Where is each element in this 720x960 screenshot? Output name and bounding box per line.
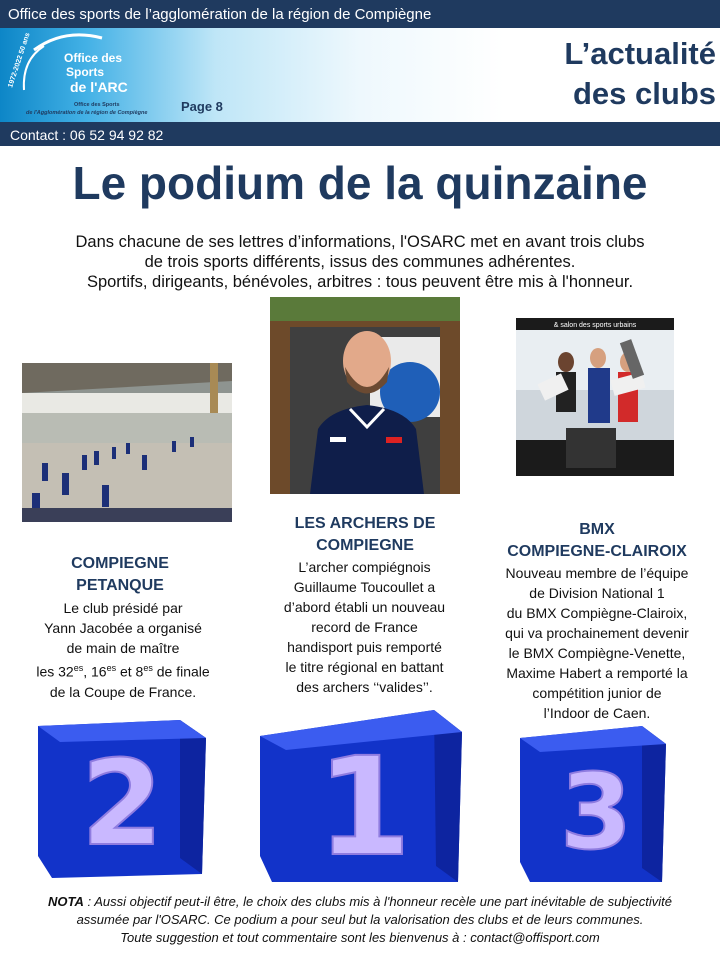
intro-paragraph bbox=[30, 232, 690, 292]
logo-line-1: Office des bbox=[64, 51, 123, 65]
podium-cube-second bbox=[30, 716, 212, 884]
ordinal-sup: es bbox=[143, 663, 153, 673]
note-line: assumée par l'OSARC. Ce podium a pour seul but la valorisation des clubs et de leurs communes. bbox=[76, 912, 644, 927]
podium-cube-third bbox=[516, 722, 672, 884]
club-text-fragment: de finale bbox=[152, 663, 210, 680]
page-title: Le podium de la quinzaine bbox=[72, 157, 648, 209]
intro-line: Dans chacune de ses lettres d’informations, l'OSARC met en avant trois clubs bbox=[75, 233, 645, 251]
club-text-line bbox=[18, 658, 228, 682]
logo-sub-2: de l'Agglomération de la région de Compiègne bbox=[26, 110, 148, 116]
club-text-fragment: et 8 bbox=[116, 663, 144, 680]
club-text-line: handisport puis remporté bbox=[287, 639, 442, 655]
podium-digit-1: 1 bbox=[316, 729, 412, 884]
podium-cube-first bbox=[256, 706, 470, 884]
section-title-line-1: L’actualité bbox=[564, 36, 716, 71]
club-text-archers bbox=[262, 557, 467, 697]
podium-digit-3: 3 bbox=[559, 751, 633, 873]
contact-phone: Contact : 06 52 94 92 82 bbox=[10, 127, 164, 143]
logo-anniversary: 1972-2022 50 ans bbox=[7, 32, 32, 89]
club-title-petanque bbox=[30, 553, 210, 597]
club-text-line: Yann Jacobée a organisé bbox=[44, 620, 202, 636]
club-title-line: PETANQUE bbox=[76, 577, 164, 594]
club-title-line: COMPIEGNE bbox=[316, 537, 414, 554]
note-line: Toute suggestion et tout commentaire sont les bienvenus à : contact@offisport.com bbox=[120, 930, 600, 945]
club-title-line: LES ARCHERS DE bbox=[294, 515, 436, 532]
club-text-line: compétition junior de bbox=[532, 685, 662, 701]
contact-bar bbox=[0, 122, 720, 146]
org-name: Office des sports de l’agglomération de la région de Compiègne bbox=[8, 6, 432, 23]
intro-line: de trois sports différents, issus des communes adhérentes. bbox=[144, 253, 576, 271]
club-title-line: COMPIEGNE bbox=[71, 555, 169, 572]
club-text-fragment: les 32 bbox=[36, 663, 74, 680]
club-text-line: le titre régional en battant bbox=[285, 659, 444, 675]
note-line bbox=[0, 893, 720, 911]
club-text-line: d’abord établi un nouveau bbox=[283, 599, 446, 615]
bmx-photo-banner: & salon des sports urbains bbox=[553, 322, 637, 329]
club-text-line: Maxime Habert a remporté la bbox=[506, 665, 688, 681]
ordinal-sup: es bbox=[106, 663, 117, 673]
club-text-line: l’Indoor de Caen. bbox=[543, 705, 651, 721]
section-title bbox=[536, 34, 716, 114]
petanque-photo bbox=[22, 363, 232, 522]
logo-line-2: Sports bbox=[66, 65, 105, 79]
club-text-line: Guillaume Toucoullet a bbox=[293, 579, 436, 595]
club-text-petanque bbox=[18, 598, 228, 702]
club-text-line: de main de maître bbox=[66, 640, 180, 656]
bmx-photo bbox=[516, 318, 674, 476]
section-title-line-2: des clubs bbox=[573, 76, 716, 111]
club-text-line: qui va prochainement devenir bbox=[505, 625, 689, 641]
footer-note bbox=[0, 893, 720, 947]
club-text-fragment: , 16 bbox=[83, 663, 107, 680]
club-text-line: record de France bbox=[311, 619, 418, 635]
club-text-line: de la Coupe de France. bbox=[49, 683, 197, 700]
club-text-line: L’archer compiégnois bbox=[298, 559, 431, 575]
club-text-line: de Division National 1 bbox=[529, 585, 665, 601]
ordinal-sup: es bbox=[73, 663, 84, 673]
page-number: Page 8 bbox=[181, 99, 223, 114]
intro-line: Sportifs, dirigeants, bénévoles, arbitres : tous peuvent être mis à l'honneur. bbox=[86, 273, 634, 291]
archer-photo bbox=[270, 297, 460, 494]
club-text-line: des archers ‘‘valides’’. bbox=[296, 679, 433, 695]
club-title-line: COMPIEGNE-CLAIROIX bbox=[507, 543, 687, 560]
osarc-logo bbox=[4, 30, 182, 120]
note-text: : Aussi objectif peut-il être, le choix des clubs mis à l'honneur recèle une part inévitable de subjectivité bbox=[83, 894, 672, 909]
note-label: NOTA bbox=[48, 894, 84, 909]
club-text-line: du BMX Compiègne-Clairoix, bbox=[506, 605, 688, 621]
club-title-line: BMX bbox=[579, 521, 615, 538]
logo-sub-1: Office des Sports bbox=[74, 102, 120, 108]
club-text-line: Nouveau membre de l’équipe bbox=[505, 565, 689, 581]
podium-digit-2: 2 bbox=[80, 734, 164, 872]
club-title-archers bbox=[270, 513, 460, 557]
club-text-line: le BMX Compiègne-Venette, bbox=[508, 645, 686, 661]
header-top-bar bbox=[0, 0, 720, 28]
club-text-bmx bbox=[486, 563, 708, 723]
logo-line-3: de l'ARC bbox=[70, 79, 128, 95]
club-title-bmx bbox=[486, 519, 708, 563]
club-text-line: Le club présidé par bbox=[63, 600, 183, 616]
